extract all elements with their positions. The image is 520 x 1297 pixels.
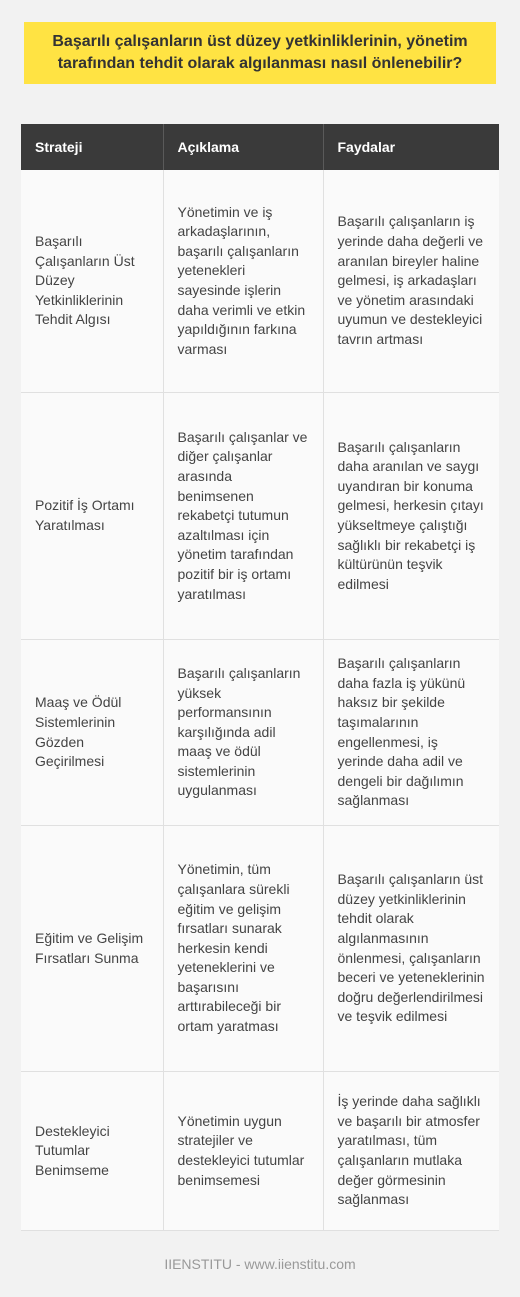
- cell-faydalar: Başarılı çalışanların daha aranılan ve saygı uyandıran bir konuma gelmesi, herkesin çıtayı yükseltmeye çalıştığı sağlıklı bir rekabetçi iş kültürünün teşvik edilmesi: [323, 393, 499, 640]
- cell-aciklama: Yönetimin uygun stratejiler ve destekleyici tutumlar benimsemesi: [163, 1072, 323, 1231]
- cell-aciklama: Yönetimin, tüm çalışanlara sürekli eğitim ve gelişim fırsatları sunarak herkesin kendi yeteneklerini ve başarısını arttırabileceği bir ortam yaratması: [163, 826, 323, 1072]
- cell-faydalar: Başarılı çalışanların daha fazla iş yükünü haksız bir şekilde taşımalarının engellenmesi, iş yerinde daha adil ve dengeli bir dağılımın sağlanması: [323, 640, 499, 826]
- cell-strateji: Maaş ve Ödül Sistemlerinin Gözden Geçirilmesi: [21, 640, 163, 826]
- cell-aciklama: Yönetimin ve iş arkadaşlarının, başarılı çalışanların yetenekleri sayesinde işlerin daha verimli ve etkin yapıldığının farkına varması: [163, 170, 323, 393]
- cell-aciklama: Başarılı çalışanların yüksek performansının karşılığında adil maaş ve ödül sistemlerinin uygulanması: [163, 640, 323, 826]
- header-strateji: Strateji: [21, 124, 163, 170]
- table-row: [21, 640, 499, 826]
- cell-strateji: Eğitim ve Gelişim Fırsatları Sunma: [21, 826, 163, 1072]
- header-faydalar: Faydalar: [323, 124, 499, 170]
- table-row: [21, 393, 499, 640]
- cell-aciklama: Başarılı çalışanlar ve diğer çalışanlar arasında benimsenen rekabetçi tutumun azaltılması için yönetim tarafından pozitif bir iş ortamı yaratılması: [163, 393, 323, 640]
- table-row: [21, 170, 499, 393]
- table-row: [21, 1072, 499, 1231]
- title-banner: [24, 22, 496, 84]
- cell-strateji: Destekleyici Tutumlar Benimseme: [21, 1072, 163, 1231]
- strategy-table: [21, 124, 499, 1231]
- cell-faydalar: Başarılı çalışanların üst düzey yetkinliklerinin tehdit olarak algılanmasının önlenmesi, çalışanların beceri ve yeteneklerinin doğru değerlendirilmesi ve teşvik edilmesi: [323, 826, 499, 1072]
- cell-strateji: Pozitif İş Ortamı Yaratılması: [21, 393, 163, 640]
- table-header-row: [21, 124, 499, 170]
- cell-strateji: Başarılı Çalışanların Üst Düzey Yetkinliklerinin Tehdit Algısı: [21, 170, 163, 393]
- cell-faydalar: İş yerinde daha sağlıklı ve başarılı bir atmosfer yaratılması, tüm çalışanların mutlaka değer görmesinin sağlanması: [323, 1072, 499, 1231]
- table-row: [21, 826, 499, 1072]
- page-title: Başarılı çalışanların üst düzey yetkinliklerinin, yönetim tarafından tehdit olarak algılanması nasıl önlenebilir?: [52, 33, 468, 72]
- cell-faydalar: Başarılı çalışanların iş yerinde daha değerli ve aranılan bireyler haline gelmesi, iş arkadaşları ve yönetim arasındaki uyumun ve destekleyici tavrın artması: [323, 170, 499, 393]
- header-aciklama: Açıklama: [163, 124, 323, 170]
- footer-credit: IIENSTITU - www.iienstitu.com: [164, 1256, 356, 1272]
